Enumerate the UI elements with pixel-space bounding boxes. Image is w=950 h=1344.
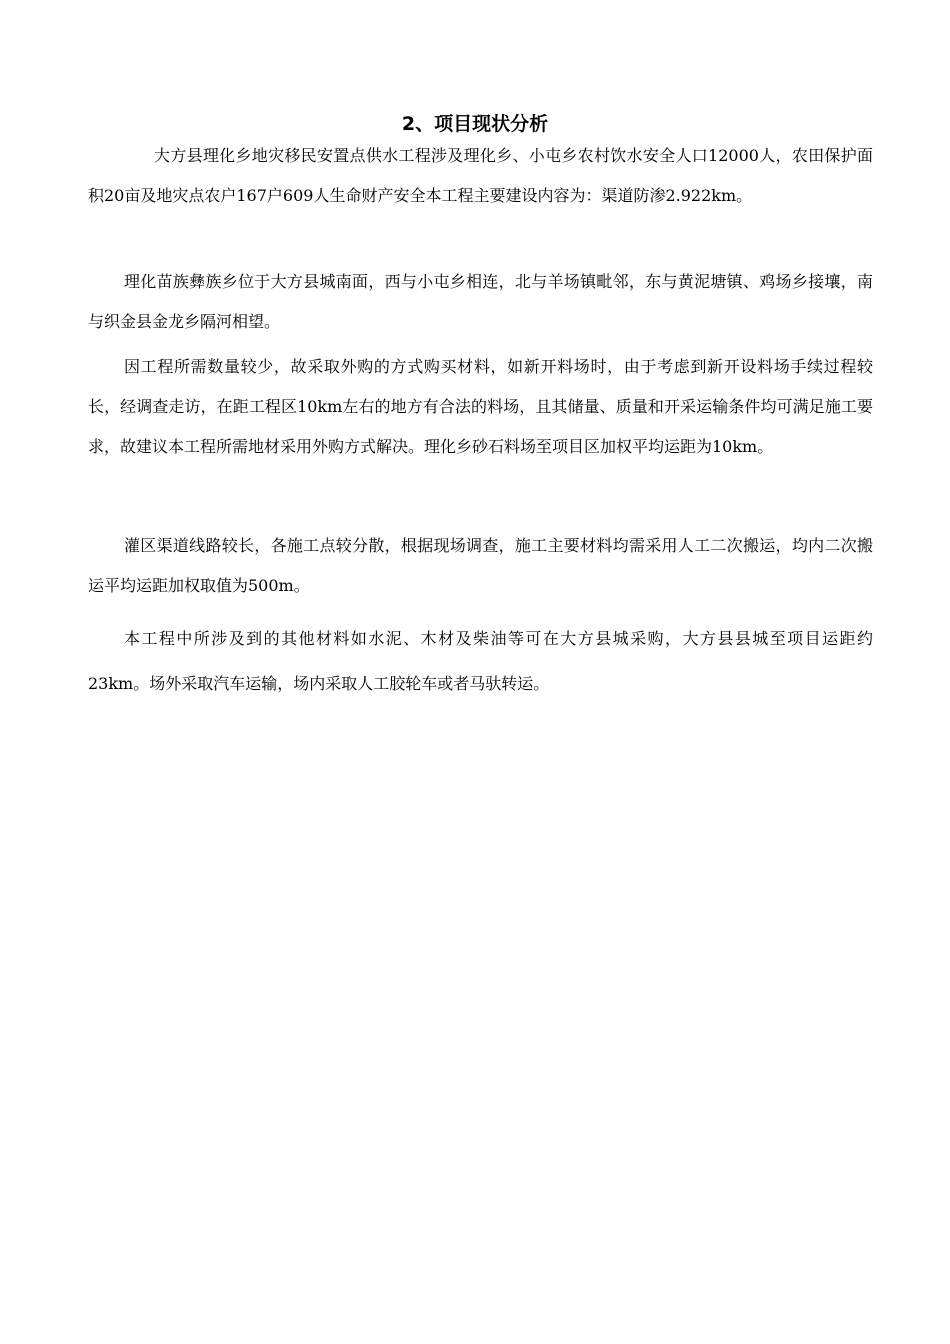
paragraph-secondary-haul: 灌区渠道线路较长，各施工点较分散，根据现场调查，施工主要材料均需采用人工二次搬运，均内二次搬运平均运距加权取值为500m。 [88, 536, 873, 595]
paragraph-material-source: 因工程所需数量较少，故采取外购的方式购买材料，如新开料场时，由于考虑到新开设料场手续过程较长，经调查走访，在距工程区10km左右的地方有合法的料场，且其储量、质量和开采运输条件均可满足施工要求，故建议本工程所需地材采用外购方式解决。理化乡砂石料场至项目区加权平均运距为10km。 [88, 357, 873, 456]
paragraph-location: 理化苗族彝族乡位于大方县城南面，西与小屯乡相连，北与羊场镇毗邻，东与黄泥塘镇、鸡场乡接壤，南与织金县金龙乡隔河相望。 [88, 272, 873, 331]
paragraph-other-materials: 本工程中所涉及到的其他材料如水泥、木材及柴油等可在大方县城采购，大方县县城至项目运距约23km。场外采取汽车运输，场内采取人工胶轮车或者马驮转运。 [88, 629, 873, 693]
section-title: 2、项目现状分析 [401, 113, 549, 135]
paragraph-project-scope: 大方县理化乡地灾移民安置点供水工程涉及理化乡、小屯乡农村饮水安全人口12000人，农田保护面积20亩及地灾点农户167户609人生命财产安全本工程主要建设内容为：渠道防渗2.922km。 [88, 146, 873, 205]
